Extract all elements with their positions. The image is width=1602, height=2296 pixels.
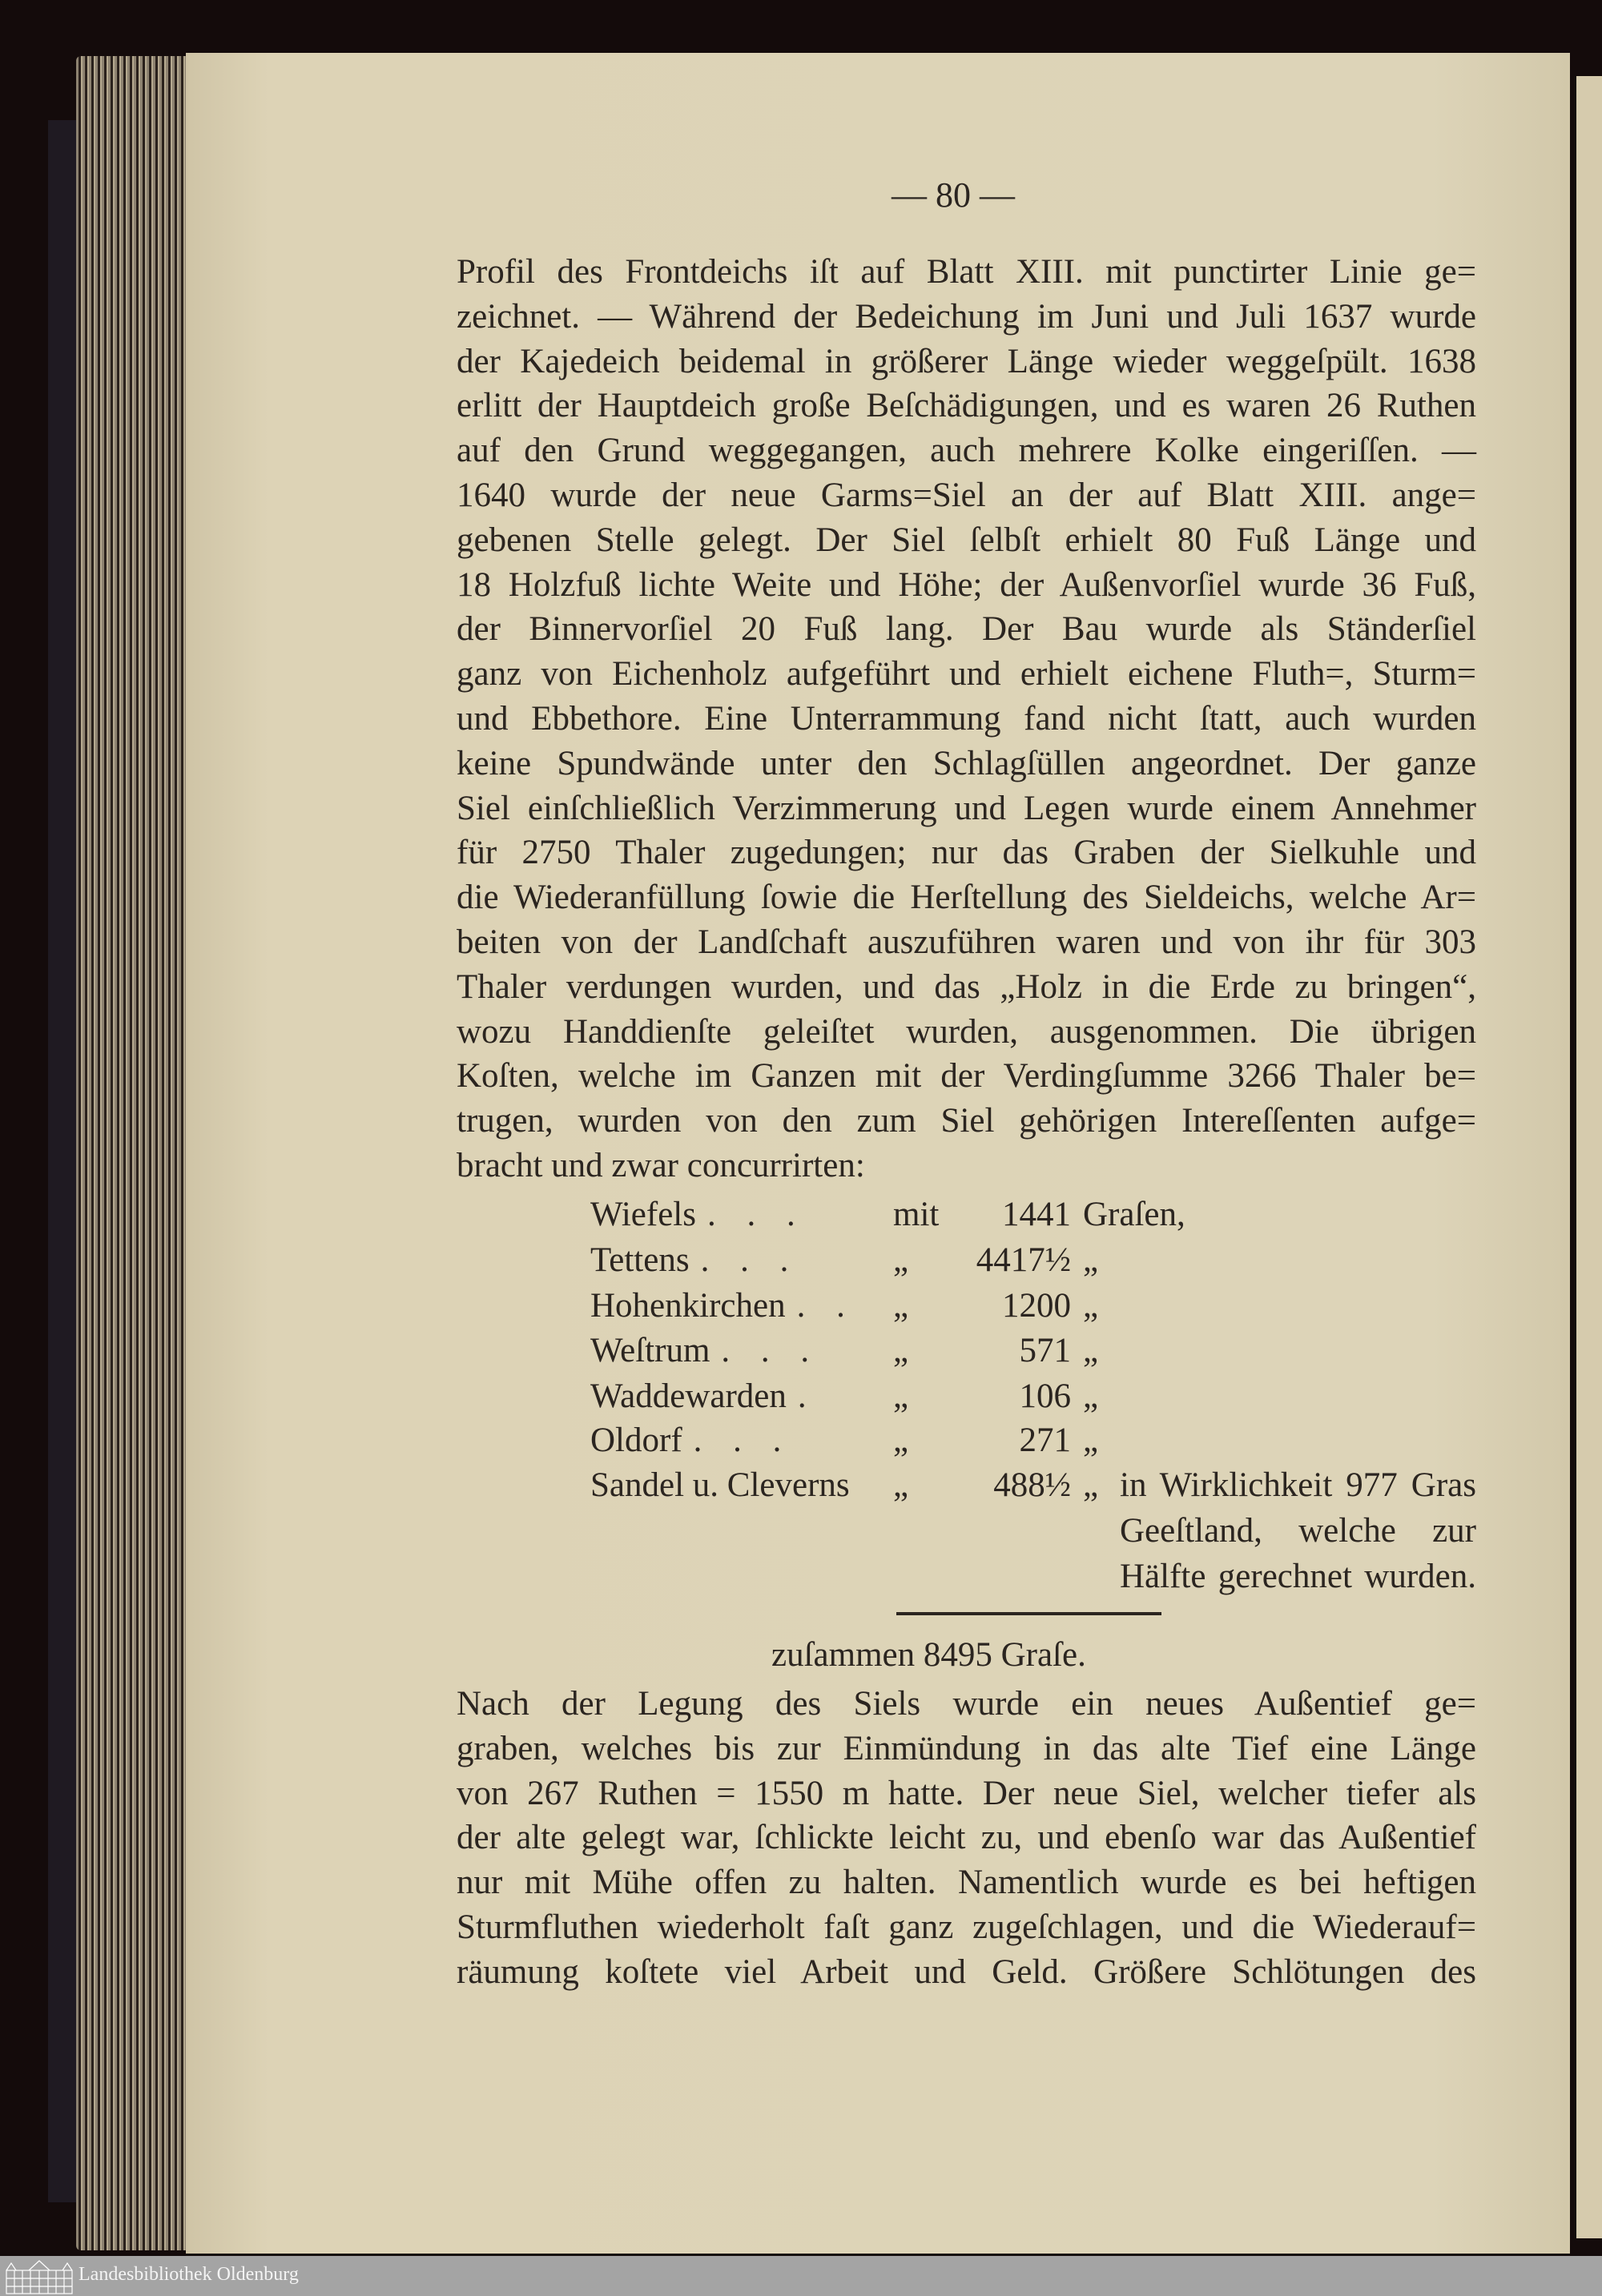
prefix: „ bbox=[893, 1332, 909, 1369]
unit: „ bbox=[1083, 1377, 1099, 1415]
text-line: wozu Handdienſte geleiſtet wurden, ausgenommen. Die übrigen bbox=[457, 1012, 1476, 1051]
text-line: gebenen Stelle gelegt. Der Siel ſelbſt erhielt 80 Fuß Länge und bbox=[457, 521, 1476, 559]
text-line: graben, welches bis zur Einmündung in das alte Tief eine Länge bbox=[457, 1729, 1476, 1767]
text-line: die Wiederanfüllung ſowie die Herſtellung des Sieldeichs, welche Ar= bbox=[457, 879, 1476, 917]
place-name: Weſtrum bbox=[590, 1332, 710, 1369]
place-name: Waddewarden bbox=[590, 1377, 787, 1415]
table-total: zuſammen 8495 Graſe. bbox=[771, 1636, 1086, 1674]
unit: „ bbox=[1083, 1466, 1099, 1504]
library-building-logo bbox=[5, 2259, 74, 2294]
remark-text: Geeſtland, welche zur bbox=[1120, 1512, 1476, 1550]
leader-dots: . . bbox=[796, 1287, 856, 1325]
text-line: von 267 Ruthen = 1550 m hatte. Der neue Siel, welcher tiefer als bbox=[457, 1774, 1476, 1812]
place-name: Oldorf bbox=[590, 1421, 682, 1459]
text-line: keine Spundwände unter den Schlagſüllen angeordnet. Der ganze bbox=[457, 744, 1476, 782]
remark-row bbox=[590, 1463, 1476, 1508]
unit: „ bbox=[1083, 1241, 1099, 1279]
library-name: Landesbibliothek Oldenburg bbox=[78, 2264, 299, 2285]
paragraph-1 bbox=[457, 250, 1476, 1188]
text-line: Siel einſchließlich Verzimmerung und Legen wurde einem Annehmer bbox=[457, 789, 1476, 827]
text-line: Profil des Frontdeichs iſt auf Blatt XIII. mit punctirter Linie ge= bbox=[457, 253, 1476, 291]
page-number: — 80 — bbox=[892, 175, 1015, 215]
text-line: und Ebbethore. Eine Unterrammung fand nicht ſtatt, auch wurden bbox=[457, 699, 1476, 738]
name-with-leader bbox=[590, 1238, 799, 1283]
facing-page-edge bbox=[1576, 76, 1602, 2238]
text-line: zeichnet. — Während der Bedeichung im Juni und Juli 1637 wurde bbox=[457, 297, 1476, 336]
text-line: räumung koſtete viel Arbeit und Geld. Größere Schlötungen des bbox=[457, 1952, 1476, 1991]
text-line: Nach der Legung des Siels wurde ein neues Außentief ge= bbox=[457, 1685, 1476, 1723]
leader-dots: . . . bbox=[700, 1241, 800, 1279]
name-with-leader bbox=[590, 1418, 792, 1463]
unit: „ bbox=[1083, 1421, 1099, 1459]
place-name: Sandel u. Cleverns bbox=[590, 1466, 850, 1504]
text-line: trugen, wurden von den zum Siel gehörigen Intereſſenten aufge= bbox=[457, 1102, 1476, 1140]
unit: Graſen, bbox=[1083, 1196, 1185, 1233]
grase-value: 106 bbox=[1019, 1377, 1071, 1415]
leader-dots: . . . bbox=[693, 1421, 793, 1459]
prefix: „ bbox=[893, 1466, 909, 1504]
place-name: Wiefels bbox=[590, 1196, 696, 1233]
leader-dots: . . . bbox=[706, 1196, 807, 1233]
remark-row bbox=[590, 1509, 1476, 1554]
text-line: der Binnervorſiel 20 Fuß lang. Der Bau wurde als Ständerſiel bbox=[457, 610, 1476, 649]
text-line: erlitt der Hauptdeich große Beſchädigungen, und es waren 26 Ruthen bbox=[457, 387, 1476, 425]
grase-value: 4417½ bbox=[976, 1241, 1071, 1279]
page-edges bbox=[76, 56, 196, 2250]
table-row bbox=[590, 1192, 1476, 1237]
table-row bbox=[590, 1418, 1476, 1463]
grase-value: 271 bbox=[1019, 1421, 1071, 1459]
grase-value: 488½ bbox=[993, 1466, 1071, 1504]
name-with-leader bbox=[590, 1374, 818, 1419]
prefix: „ bbox=[893, 1421, 909, 1459]
text-line: 1640 wurde der neue Garms=Siel an der auf Blatt XIII. ange= bbox=[457, 476, 1476, 514]
text-line: ganz von Eichenholz aufgeführt und erhielt eichene Fluth=, Sturm= bbox=[457, 655, 1476, 694]
unit: „ bbox=[1083, 1287, 1099, 1325]
prefix: „ bbox=[893, 1377, 909, 1415]
text-line: bracht und zwar concurrirten: bbox=[457, 1146, 865, 1184]
place-name: Hohenkirchen bbox=[590, 1287, 786, 1325]
text-line: nur mit Mühe offen zu halten. Namentlich wurde es bei heftigen bbox=[457, 1864, 1476, 1902]
unit: „ bbox=[1083, 1332, 1099, 1369]
remark-text: in Wirklichkeit 977 Gras bbox=[1120, 1466, 1476, 1504]
prefix: „ bbox=[893, 1287, 909, 1325]
paragraph-2 bbox=[457, 1682, 1476, 1995]
remark-row bbox=[590, 1554, 1476, 1599]
grase-value: 571 bbox=[1019, 1332, 1071, 1369]
leader-dots: . . . bbox=[721, 1332, 821, 1369]
text-line: beiten von der Landſchaft auszuführen waren und von ihr für 303 bbox=[457, 923, 1476, 961]
text-line: für 2750 Thaler zugedungen; nur das Graben der Sielkuhle und bbox=[457, 834, 1476, 872]
sum-rule bbox=[896, 1612, 1161, 1615]
grase-value: 1200 bbox=[1002, 1287, 1071, 1325]
text-line: 18 Holzfuß lichte Weite und Höhe; der Außenvorſiel wurde 36 Fuß, bbox=[457, 565, 1476, 604]
text-line: auf den Grund weggegangen, auch mehrere Kolke eingeriſſen. — bbox=[457, 432, 1476, 470]
text-line: Thaler verdungen wurden, und das „Holz in die Erde zu bringen“, bbox=[457, 967, 1476, 1006]
place-name: Tettens bbox=[590, 1241, 690, 1279]
library-footer bbox=[0, 2256, 1602, 2296]
name-with-leader bbox=[590, 1284, 856, 1329]
prefix: „ bbox=[893, 1241, 909, 1279]
name-with-leader bbox=[590, 1329, 820, 1373]
prefix: mit bbox=[893, 1196, 940, 1233]
text-line: der Kajedeich beidemal in größerer Länge wieder weggeſpült. 1638 bbox=[457, 342, 1476, 380]
leader-dots: . bbox=[797, 1377, 818, 1415]
table-row bbox=[590, 1374, 1476, 1419]
grase-value: 1441 bbox=[1002, 1196, 1071, 1233]
table-row bbox=[590, 1284, 1476, 1329]
text-line: der alte gelegt war, ſchlickte leicht zu, und ebenſo war das Außentief bbox=[457, 1819, 1476, 1857]
remark-text: Hälfte gerechnet wurden. bbox=[1120, 1558, 1476, 1595]
text-line: Sturmfluthen wiederholt faſt ganz zugeſchlagen, und die Wiederauf= bbox=[457, 1908, 1476, 1946]
name-with-leader bbox=[590, 1192, 807, 1237]
table-row bbox=[590, 1329, 1476, 1373]
table-row bbox=[590, 1238, 1476, 1283]
text-line: Koſten, welche im Ganzen mit der Verdingſumme 3266 Thaler be= bbox=[457, 1057, 1476, 1096]
